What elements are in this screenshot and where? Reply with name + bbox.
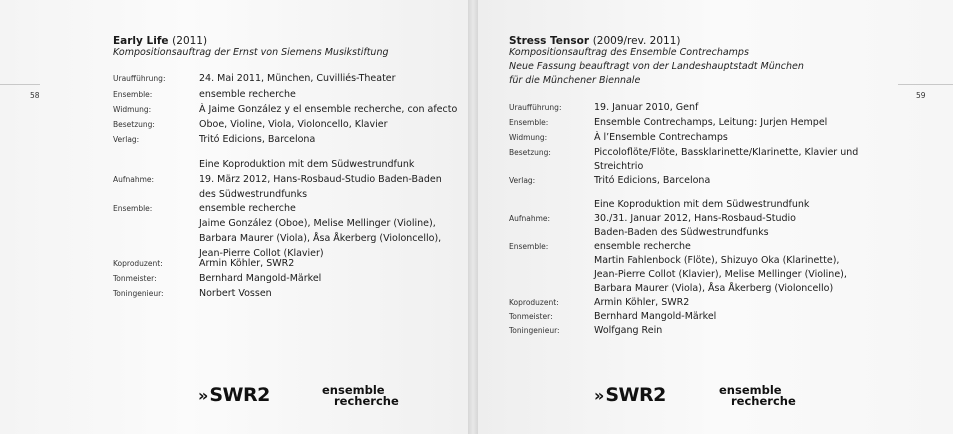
swr2-logo <box>198 384 270 406</box>
coproducer-label: Koproduzent: <box>113 259 163 268</box>
performer-line: Jean-Pierre Collot (Klavier) <box>199 248 324 259</box>
commission-line: Neue Fassung beauftragt von der Landeshauptstadt München <box>509 61 804 72</box>
recording-line: Baden-Baden des Südwestrundfunks <box>594 227 769 238</box>
instrumentation-label: Besetzung: <box>509 148 551 157</box>
performer-line: Barbara Maurer (Viola), Åsa Åkerberg (Violoncello), <box>199 233 442 244</box>
logo-line-1: ensemble <box>322 383 385 397</box>
commission-line: Kompositionsauftrag des Ensemble Contrechamps <box>509 47 749 58</box>
page-number: 58 <box>30 91 40 100</box>
dedication-label: Widmung: <box>509 133 548 142</box>
dedication-value: À Jaime González y el ensemble recherche, con afecto <box>199 104 458 115</box>
recording-ensemble-label: Ensemble: <box>509 242 549 251</box>
ensemble-label: Ensemble: <box>509 118 549 127</box>
coproducer-value: Armin Köhler, SWR2 <box>594 297 690 308</box>
recording-engineer-value: Norbert Vossen <box>199 288 272 299</box>
premiere-label: Uraufführung: <box>113 74 166 83</box>
recording-engineer-label: Toningenieur: <box>509 326 560 335</box>
coproducer-value: Armin Köhler, SWR2 <box>199 258 295 269</box>
title-text: Stress Tensor <box>509 35 590 47</box>
performer-line: Jean-Pierre Collot (Klavier), Melise Mellinger (Violine), <box>594 269 847 280</box>
coproduction-note: Eine Koproduktion mit dem Südwestrundfunk <box>594 199 810 210</box>
instrumentation-label: Besetzung: <box>113 120 155 129</box>
swr2-logo-text: SWR2 <box>605 384 666 406</box>
recording-engineer-value: Wolfgang Rein <box>594 325 663 336</box>
chevron-right-icon: » <box>594 385 600 405</box>
sound-engineer-label: Tonmeister: <box>113 274 157 283</box>
publisher-value: Tritó Edicions, Barcelona <box>594 175 711 186</box>
work-title <box>113 35 207 47</box>
publisher-label: Verlag: <box>509 176 536 185</box>
page-rule <box>0 84 40 85</box>
ensemble-value: Ensemble Contrechamps, Leitung: Jurjen Hempel <box>594 117 828 128</box>
title-year: (2009/rev. 2011) <box>592 35 681 47</box>
logo-line-2: recherche <box>731 394 796 408</box>
recording-line: 19. März 2012, Hans-Rosbaud-Studio Baden-Baden <box>199 174 442 185</box>
left-page <box>0 0 468 434</box>
performer-line: Jaime González (Oboe), Melise Mellinger (Violine), <box>199 218 436 229</box>
premiere-value: 24. Mai 2011, München, Cuvilliés-Theater <box>199 73 396 84</box>
work-title <box>509 35 681 47</box>
publisher-label: Verlag: <box>113 135 140 144</box>
swr2-logo <box>594 384 666 406</box>
dedication-value: À l’Ensemble Contrechamps <box>594 132 728 143</box>
right-page <box>478 0 953 434</box>
recording-label: Aufnahme: <box>509 214 551 223</box>
recording-line: des Südwestrundfunks <box>199 189 308 200</box>
sound-engineer-value: Bernhard Mangold-Märkel <box>199 273 322 284</box>
premiere-value: 19. Januar 2010, Genf <box>594 102 699 113</box>
title-text: Early Life <box>113 35 169 47</box>
ensemble-recherche-logo <box>719 385 796 407</box>
page-rule <box>898 84 953 85</box>
recording-engineer-label: Toningenieur: <box>113 289 164 298</box>
ensemble-value: ensemble recherche <box>199 89 296 100</box>
instrumentation-value-cont: Streichtrio <box>594 161 644 172</box>
ensemble-recherche-logo <box>322 385 399 407</box>
instrumentation-value: Oboe, Violine, Viola, Violoncello, Klavier <box>199 119 388 130</box>
publisher-value: Tritó Edicions, Barcelona <box>199 134 316 145</box>
title-year: (2011) <box>172 35 208 47</box>
chevron-right-icon: » <box>198 385 204 405</box>
logo-line-1: ensemble <box>719 383 782 397</box>
ensemble-label: Ensemble: <box>113 90 153 99</box>
sound-engineer-label: Tonmeister: <box>509 312 553 321</box>
dedication-label: Widmung: <box>113 105 152 114</box>
instrumentation-value: Piccoloflöte/Flöte, Bassklarinette/Klarinette, Klavier und <box>594 147 859 158</box>
sound-engineer-value: Bernhard Mangold-Märkel <box>594 311 717 322</box>
premiere-label: Uraufführung: <box>509 103 562 112</box>
swr2-logo-text: SWR2 <box>209 384 270 406</box>
commission-line: für die Münchener Biennale <box>509 75 641 86</box>
coproducer-label: Koproduzent: <box>509 298 559 307</box>
recording-ensemble-label: Ensemble: <box>113 204 153 213</box>
page-number: 59 <box>916 91 926 100</box>
commission-line: Kompositionsauftrag der Ernst von Siemens Musikstiftung <box>113 47 389 58</box>
logo-line-2: recherche <box>334 394 399 408</box>
performer-line: Martin Fahlenbock (Flöte), Shizuyo Oka (Klarinette), <box>594 255 840 266</box>
recording-label: Aufnahme: <box>113 175 155 184</box>
coproduction-note: Eine Koproduktion mit dem Südwestrundfunk <box>199 159 415 170</box>
recording-line: 30./31. Januar 2012, Hans-Rosbaud-Studio <box>594 213 796 224</box>
performer-line: ensemble recherche <box>594 241 691 252</box>
book-gutter <box>468 0 478 434</box>
performer-line: Barbara Maurer (Viola), Åsa Åkerberg (Violoncello) <box>594 283 834 294</box>
performer-line: ensemble recherche <box>199 203 296 214</box>
